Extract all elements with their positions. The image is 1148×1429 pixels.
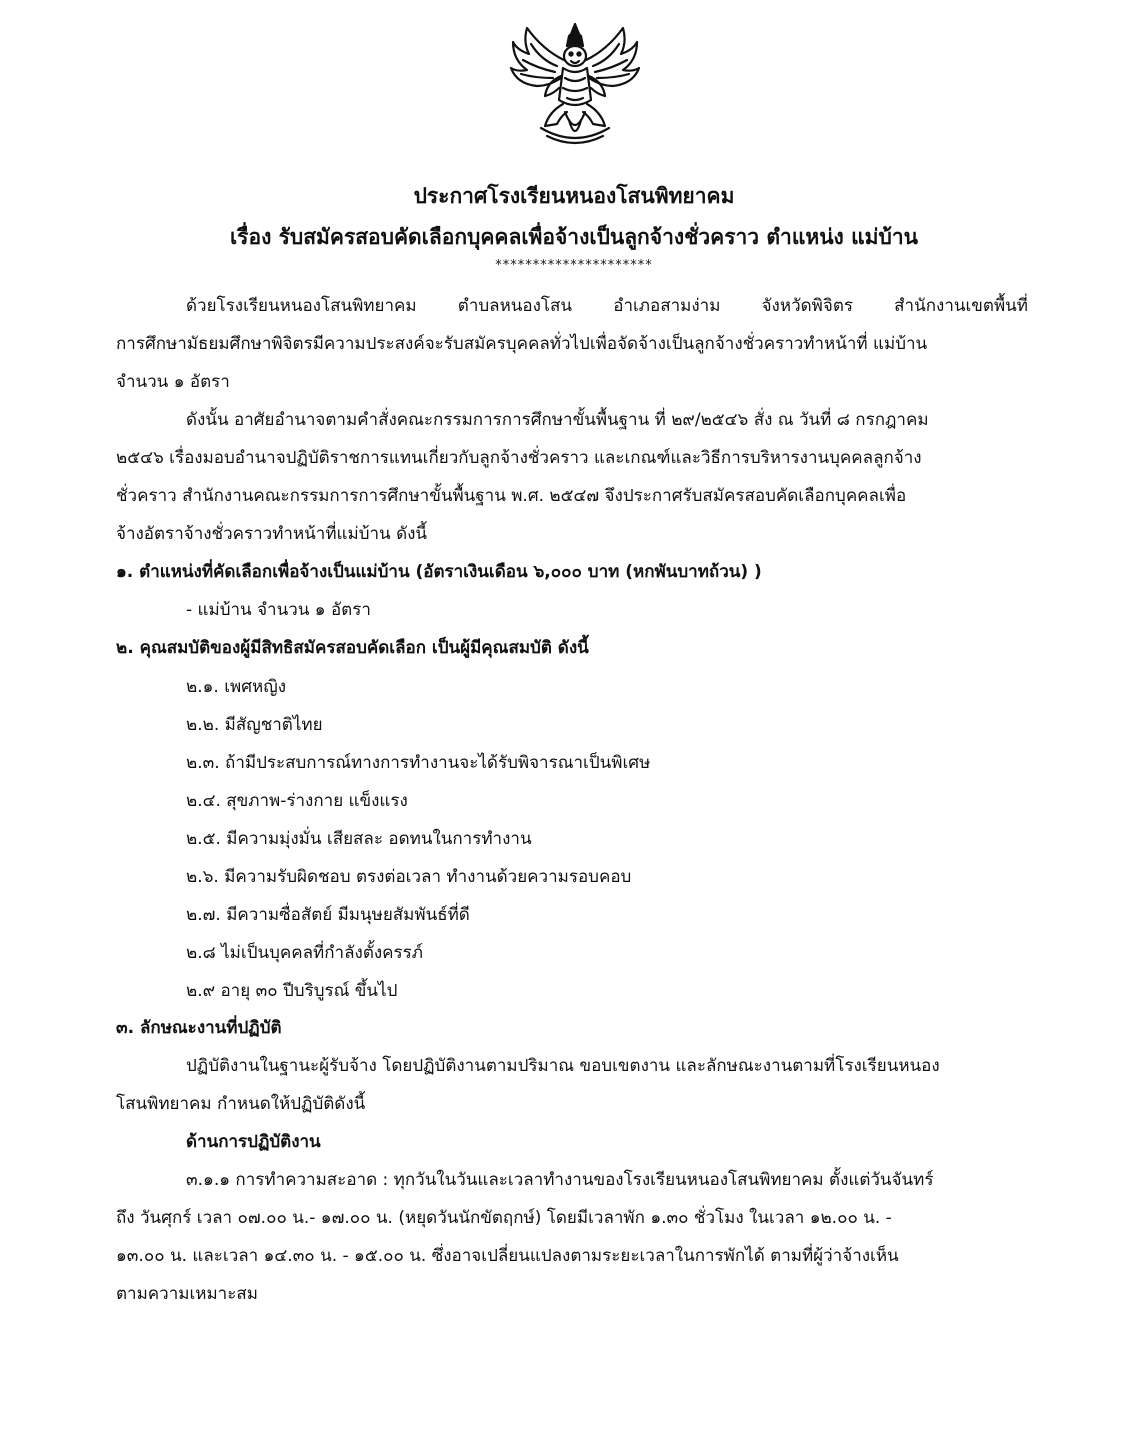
section3-heading: ๓. ลักษณะงานที่ปฏิบัติ (116, 1018, 282, 1038)
qualification-item: ๒.๗. มีความซื่อสัตย์ มีมนุษยสัมพันธ์ที่ดี (186, 905, 470, 925)
para1-line2: การศึกษามัธยมศึกษาพิจิตรมีความประสงค์จะรับสมัครบุคคลทั่วไปเพื่อจัดจ้างเป็นลูกจ้างชั่วคราวทำหน้าที่ แม่บ้าน (116, 334, 928, 354)
qualification-item: ๒.๖. มีความรับผิดชอบ ตรงต่อเวลา ทำงานด้วยความรอบคอบ (186, 867, 632, 887)
section3-para-line1: ปฏิบัติงานในฐานะผู้รับจ้าง โดยปฏิบัติงานตามปริมาณ ขอบเขตงาน และลักษณะงานตามที่โรงเรียนหนอง (186, 1056, 940, 1076)
section3-1-line4: ตามความเหมาะสม (116, 1284, 258, 1304)
title-separator: ********************* (495, 258, 653, 273)
section3-1-line2: ถึง วันศุกร์ เวลา ๐๗.๐๐ น.- ๑๗.๐๐ น. (หยุดวันนักขัตฤกษ์) โดยมีเวลาพัก ๑.๓๐ ชั่วโมง ในเวลา ๑๒.๐๐ น. - (116, 1208, 892, 1228)
para2-line1: ดังนั้น อาศัยอำนาจตามคำสั่งคณะกรรมการการศึกษาขั้นพื้นฐาน ที่ ๒๙/๒๕๔๖ สั่ง ณ วันที่ ๘ กรกฎาคม (186, 410, 929, 430)
section3-1-line1: ๓.๑.๑ การทำความสะอาด : ทุกวันในวันและเวลาทำงานของโรงเรียนหนองโสนพิทยาคม ตั้งแต่วันจันทร์ (186, 1170, 934, 1190)
section3-1-line3: ๑๓.๐๐ น. และเวลา ๑๔.๓๐ น. - ๑๕.๐๐ น. ซึ่งอาจเปลี่ยนแปลงตามระยะเวลาในการพักได้ ตามที่ผู้ว่าจ้างเห็น (116, 1246, 899, 1266)
garuda-emblem-icon (505, 20, 645, 150)
qualification-item: ๒.๑. เพศหญิง (186, 677, 287, 697)
section3-subheading: ด้านการปฏิบัติงาน (186, 1132, 321, 1152)
section1-item: - แม่บ้าน จำนวน ๑ อัตรา (186, 600, 371, 620)
qualification-item: ๒.๒. มีสัญชาติไทย (186, 715, 323, 735)
para1-line1: ด้วยโรงเรียนหนองโสนพิทยาคม ตำบลหนองโสน อำเภอสามง่าม จังหวัดพิจิตร สำนักงานเขตพื้นที่ (186, 296, 1028, 316)
section3-para-line2: โสนพิทยาคม กำหนดให้ปฏิบัติดังนี้ (116, 1094, 366, 1114)
document-title: ประกาศโรงเรียนหนองโสนพิทยาคม (413, 184, 735, 208)
qualification-item: ๒.๕. มีความมุ่งมั่น เสียสละ อดทนในการทำงาน (186, 829, 532, 849)
qualification-item: ๒.๙ อายุ ๓๐ ปีบริบูรณ์ ขึ้นไป (186, 981, 398, 1001)
document-subject: เรื่อง รับสมัครสอบคัดเลือกบุคคลเพื่อจ้างเป็นลูกจ้างชั่วคราว ตำแหน่ง แม่บ้าน (230, 225, 918, 249)
qualification-item: ๒.๘ ไม่เป็นบุคคลที่กำลังตั้งครรภ์ (186, 943, 424, 963)
section2-heading: ๒. คุณสมบัติของผู้มีสิทธิสมัครสอบคัดเลือก เป็นผู้มีคุณสมบัติ ดังนี้ (116, 638, 589, 658)
qualification-item: ๒.๓. ถ้ามีประสบการณ์ทางการทำงานจะได้รับพิจารณาเป็นพิเศษ (186, 753, 651, 773)
qualification-item: ๒.๔. สุขภาพ-ร่างกาย แข็งแรง (186, 791, 408, 811)
para1-line3: จำนวน ๑ อัตรา (116, 372, 230, 392)
para2-line2: ๒๕๔๖ เรื่องมอบอำนาจปฏิบัติราชการแทนเกี่ยวกับลูกจ้างชั่วคราว และเกณฑ์และวิธีการบริหารงานบุคคลลูกจ้าง (116, 448, 922, 468)
para2-line3: ชั่วคราว สำนักงานคณะกรรมการการศึกษาขั้นพื้นฐาน พ.ศ. ๒๕๔๗ จึงประกาศรับสมัครสอบคัดเลือกบุคคลเพื่อ (116, 486, 907, 506)
para2-line4: จ้างอัตราจ้างชั่วคราวทำหน้าที่แม่บ้าน ดังนี้ (116, 524, 428, 544)
section1-heading: ๑. ตำแหน่งที่คัดเลือกเพื่อจ้างเป็นแม่บ้าน (อัตราเงินเดือน ๖,๐๐๐ บาท (หกพันบาทถ้วน) ) (116, 562, 762, 582)
